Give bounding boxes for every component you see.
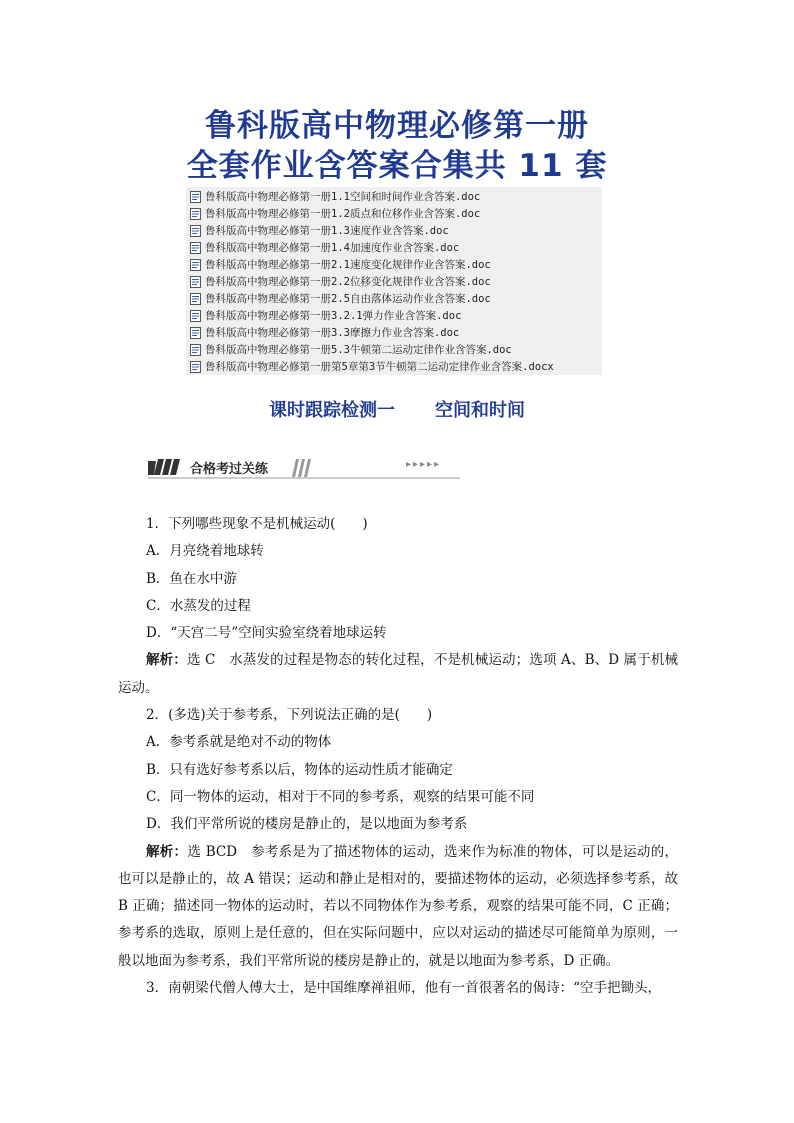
word-file-icon xyxy=(190,327,201,339)
file-name: 鲁科版高中物理必修第一册5.3牛顿第二运动定律作业含答案.doc xyxy=(205,344,512,356)
file-item[interactable] xyxy=(190,206,480,222)
option: D．我们平常所说的楼房是静止的，是以地面为参考系 xyxy=(146,816,468,833)
file-item[interactable] xyxy=(190,308,461,324)
section-label: 合格考过关练 xyxy=(190,462,269,477)
word-file-icon xyxy=(190,191,201,203)
question-content xyxy=(118,511,678,1002)
subtitle-right: 空间和时间 xyxy=(435,400,525,421)
option: A．月亮绕着地球转 xyxy=(146,543,264,560)
file-name: 鲁科版高中物理必修第一册2.5自由落体运动作业含答案.doc xyxy=(205,293,491,305)
file-item[interactable] xyxy=(190,257,491,273)
file-item[interactable] xyxy=(190,359,554,375)
subtitle-left: 课时跟踪检测一 xyxy=(269,400,395,421)
option: A．参考系就是绝对不动的物体 xyxy=(146,734,332,751)
question-1-stem: 1．下列哪些现象不是机械运动( ) xyxy=(146,516,368,532)
option: C．水蒸发的过程 xyxy=(146,597,251,614)
file-item[interactable] xyxy=(190,342,512,358)
file-name: 鲁科版高中物理必修第一册第5章第3节牛顿第二运动定律作业含答案.docx xyxy=(205,361,554,373)
file-name: 鲁科版高中物理必修第一册1.2质点和位移作业含答案.doc xyxy=(205,208,481,220)
word-file-icon xyxy=(190,225,201,237)
analysis-text: 选 BCD 参考系是为了描述物体的运动，选来作为标准的物体，可以是运动的，也可以是静止的，故 A 错误；运动和静止是相对的，要描述物体的运动，必须选择参考系，故 B 正确；描述同一物体的运动时，若以不同物体作为参考系，观察的结果可能不同，C 正确；参考系的选取，原则上是任意的，但在实际问题中，应以对运动的描述尽可能简单为原则，一般以地面为参考系，我们平常所说的楼房是静止的，就是以地面为参考系，D 正确。 xyxy=(118,843,678,969)
analysis-label: 解析： xyxy=(146,843,188,860)
document-title-line1: 鲁科版高中物理必修第一册 xyxy=(205,108,589,144)
file-name: 鲁科版高中物理必修第一册1.4加速度作业含答案.doc xyxy=(205,242,460,254)
question-2-stem: 2．(多选)关于参考系，下列说法正确的是( ) xyxy=(146,707,433,724)
file-item[interactable] xyxy=(190,274,491,290)
word-file-icon xyxy=(190,361,201,373)
file-item[interactable] xyxy=(190,240,459,256)
file-name: 鲁科版高中物理必修第一册1.1空间和时间作业含答案.doc xyxy=(205,191,481,203)
word-file-icon xyxy=(190,276,201,288)
file-item[interactable] xyxy=(190,325,459,341)
section-banner xyxy=(148,455,468,481)
word-file-icon xyxy=(190,259,201,271)
section-arrows: ▸▸▸▸▸ xyxy=(406,459,442,470)
word-file-icon xyxy=(190,293,201,305)
file-name: 鲁科版高中物理必修第一册2.1速度变化规律作业含答案.doc xyxy=(205,259,491,271)
option: B．只有选好参考系以后，物体的运动性质才能确定 xyxy=(146,761,453,778)
word-file-icon xyxy=(190,344,201,356)
file-name: 鲁科版高中物理必修第一册3.2.1弹力作业含答案.doc xyxy=(205,310,462,322)
file-item[interactable] xyxy=(190,291,491,307)
word-file-icon xyxy=(190,310,201,322)
file-item[interactable] xyxy=(190,223,449,239)
lesson-subtitle xyxy=(0,396,794,422)
question-3-stem: 3．南朝梁代僧人傅大士，是中国维摩禅祖师，他有一首很著名的偈诗：“空手把锄头， xyxy=(146,980,661,997)
word-file-icon xyxy=(190,242,201,254)
file-name: 鲁科版高中物理必修第一册2.2位移变化规律作业含答案.doc xyxy=(205,276,491,288)
file-item[interactable] xyxy=(190,189,480,205)
option: C．同一物体的运动，相对于不同的参考系，观察的结果可能不同 xyxy=(146,788,535,805)
option: D．“天宫二号”空间实验室绕着地球运转 xyxy=(146,625,387,642)
question-1-analysis xyxy=(118,647,678,702)
file-name: 鲁科版高中物理必修第一册1.3速度作业含答案.doc xyxy=(205,225,449,237)
question-2-analysis xyxy=(118,839,678,975)
document-title-line2: 全套作业含答案合集共 11 套 xyxy=(186,148,608,184)
analysis-text: 选 C 水蒸发的过程是物态的转化过程，不是机械运动；选项 A、B、D 属于机械运动。 xyxy=(118,652,678,696)
file-name: 鲁科版高中物理必修第一册3.3摩擦力作业含答案.doc xyxy=(205,327,460,339)
word-file-icon xyxy=(190,208,201,220)
analysis-label: 解析： xyxy=(146,652,187,669)
option: B．鱼在水中游 xyxy=(146,570,237,587)
file-list xyxy=(186,187,602,375)
